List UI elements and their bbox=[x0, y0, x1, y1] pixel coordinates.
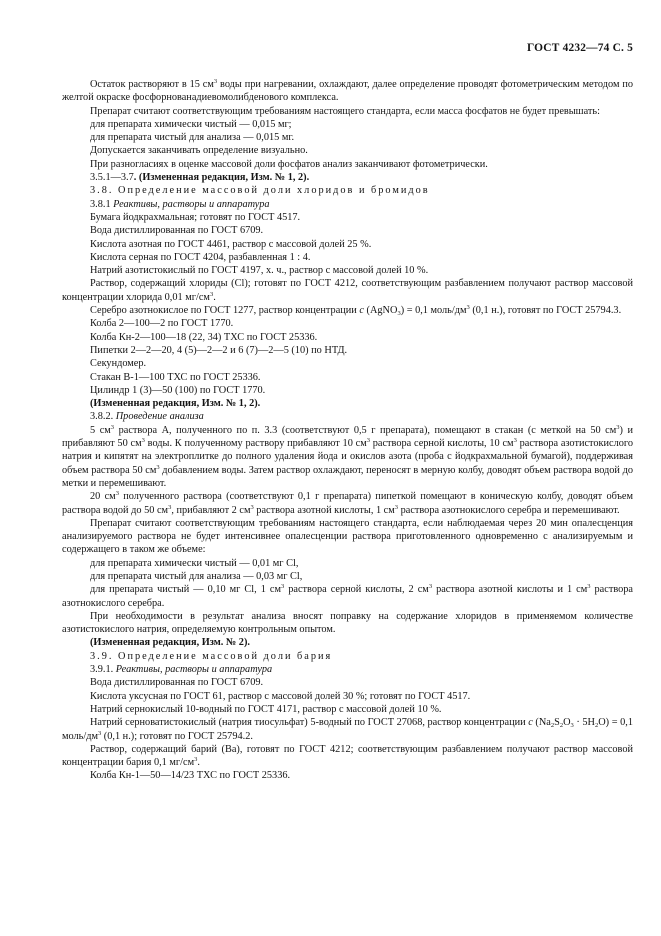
paragraph: Раствор, содержащий барий (Ва), готовят по ГОСТ 4212; соответствующим разбавлением получают раствор массовой концентрации бария 0,1 $мг/см^3$. bbox=[62, 743, 633, 769]
paragraph: (Измененная редакция, Изм. № 1, 2). bbox=[90, 398, 261, 410]
paragraph: Секундомер. bbox=[90, 358, 147, 370]
paragraph: 20 $см^3$ полученного раствора (соответствуют 0,1 г препарата) пипеткой помещают в коническую колбу, доводят объем раствора водой до 50 $см^3$, прибавляют 2 $см^3$ раствора азотной кислоты, 1 $см^3$ раствора азотнокислого серебра и перемешивают. bbox=[62, 490, 633, 516]
paragraph: При разногласиях в оценке массовой доли фосфатов анализ заканчивают фотометрически. bbox=[90, 158, 488, 170]
paragraph: Допускается заканчивать определение визуально. bbox=[90, 145, 308, 157]
paragraph: (Измененная редакция, Изм. № 2). bbox=[90, 637, 250, 649]
paragraph: для препарата чистый для анализа — 0,015 мг. bbox=[90, 132, 295, 144]
paragraph: 3.8. Определение массовой доли хлоридов и бромидов bbox=[90, 185, 430, 197]
paragraph: Остаток растворяют в 15 $см^3$ воды при нагревании, охлаждают, далее определение проводят фотометрическим методом по желтой окраске фосфорнованадиевомолибденового комплекса. bbox=[62, 78, 634, 104]
paragraph: Препарат считают соответствующим требованиям настоящего стандарта, если наблюдаемая через 20 мин опалесценция анализируемого раствора не будет интенсивнее опалесценции раствора приготовленного одновременно с анализируемым и содержащего в таком же объеме: bbox=[62, 517, 633, 556]
paragraph: Цилиндр 1 (3)—50 (100) по ГОСТ 1770. bbox=[90, 384, 266, 396]
paragraph: Натрий сернокислый 10-водный по ГОСТ 4171, раствор с массовой долей 10 %. bbox=[90, 703, 442, 715]
paragraph: 5 $см^3$ раствора А, полученного по п. 3.3 (соответствуют 0,5 г препарата), помещают в стакан (с меткой на 50 $см^3$) и прибавляют 50 $см^3$ воды. К полученному раствору прибавляют 10 $см^3$ раствора серной кислоты, 10 $см^3$ раствора азотистокислого натрия и кипятят на электроплитке до полного удаления йода и окислов азота (проба с йодкрахмальной бумагой), поддерживая объем раствора 50 $см^3$ добавлением воды. Затем раствор охлаждают, переносят в мерную колбу, доводят объем раствора водой до метки и перемешивают. bbox=[62, 423, 634, 489]
paragraph: Вода дистиллированная по ГОСТ 6709. bbox=[90, 225, 264, 237]
paragraph: 3.8.1 Реактивы, растворы и аппаратура bbox=[90, 198, 270, 210]
paragraph: Кислота азотная по ГОСТ 4461, раствор с массовой долей 25 %. bbox=[90, 238, 372, 250]
paragraph: При необходимости в результат анализа вносят поправку на содержание хлоридов в применяемом количестве азотистокислого натрия, определяемую контрольным опытом. bbox=[62, 610, 633, 636]
paragraph: Кислота уксусная по ГОСТ 61, раствор с массовой долей 30 %; готовят по ГОСТ 4517. bbox=[90, 690, 471, 702]
paragraph: 3.5.1—3.7. (Измененная редакция, Изм. № 1, 2). bbox=[90, 172, 310, 184]
paragraph: 3.9. Определение массовой доли бария bbox=[90, 650, 333, 662]
paragraph: Раствор, содержащий хлориды (Cl); готовят по ГОСТ 4212, соответствующим разбавлением получают раствор массовой концентрации хлорида 0,01 $мг/см^3$. bbox=[62, 278, 633, 303]
paragraph: Препарат считают соответствующим требованиям настоящего стандарта, если масса фосфатов не будет превышать: bbox=[90, 105, 600, 117]
paragraph: для препарата чистый для анализа — 0,03 мг Cl, bbox=[90, 570, 303, 582]
paragraph: Колба 2—100—2 по ГОСТ 1770. bbox=[90, 318, 234, 330]
paragraph: 3.8.2. Проведение анализа bbox=[90, 411, 204, 423]
paragraph: Бумага йодкрахмальная; готовят по ГОСТ 4517. bbox=[90, 211, 301, 223]
paragraph: Пипетки 2—2—20, 4 (5)—2—2 и 6 (7)—2—5 (10) по НТД. bbox=[90, 344, 348, 356]
paragraph: Натрий серноватистокислый (натрия тиосульфат) 5-водный по ГОСТ 27068, раствор концентрации c $(Na_2S_2O_3 \cdot 5H_2O) = 0,1$ моль/$дм^3$ (0,1 н.); готовят по ГОСТ 25794.2. bbox=[62, 717, 633, 742]
paragraph: Натрий азотистокислый по ГОСТ 4197, х. ч., раствор с массовой долей 10 %. bbox=[90, 265, 429, 277]
paragraph: Кислота серная по ГОСТ 4204, разбавленная 1 : 4. bbox=[90, 251, 311, 263]
paragraph: Стакан В-1—100 ТХС по ГОСТ 25336. bbox=[90, 371, 261, 383]
paragraph: для препарата химически чистый — 0,015 мг; bbox=[90, 118, 292, 130]
paragraph: Колба Кн-1—50—14/23 ТХС по ГОСТ 25336. bbox=[90, 770, 291, 782]
paragraph: Вода дистиллированная по ГОСТ 6709. bbox=[90, 677, 264, 689]
paragraph: 3.9.1. Реактивы, растворы и аппаратура bbox=[90, 664, 273, 676]
paragraph: Колба Кн-2—100—18 (22, 34) ТХС по ГОСТ 25336. bbox=[90, 331, 318, 343]
page-header: ГОСТ 4232—74 С. 5 bbox=[526, 42, 633, 54]
document-body bbox=[62, 78, 633, 783]
paragraph: Серебро азотнокислое по ГОСТ 1277, раствор концентрации c (AgNO$_3$) = 0,1 моль/$дм^3$ (0,1 н.), готовят по ГОСТ 25794.3. bbox=[90, 304, 622, 318]
paragraph: для препарата чистый — 0,10 мг Cl, 1 $см^3$ раствора серной кислоты, 2 $см^3$ раствора азотной кислоты и 1 $см^3$ раствора азотнокислого серебра. bbox=[62, 583, 633, 609]
paragraph: для препарата химически чистый — 0,01 мг Cl, bbox=[90, 557, 299, 569]
